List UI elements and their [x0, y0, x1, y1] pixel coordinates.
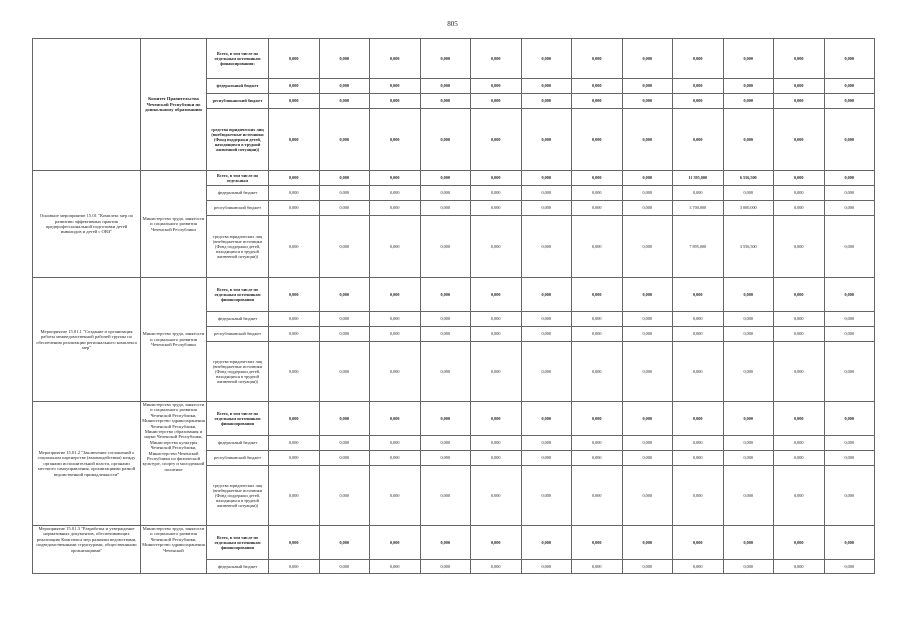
amount-cell: 0,000 — [269, 171, 320, 186]
amount-cell: 0,000 — [420, 436, 471, 451]
amount-cell: 0,000 — [824, 342, 875, 402]
amount-cell: 0,000 — [824, 436, 875, 451]
amount-cell: 0,000 — [622, 201, 673, 216]
amount-cell: 0,000 — [622, 39, 673, 79]
amount-cell: 0,000 — [319, 201, 370, 216]
amount-cell: 0,000 — [319, 278, 370, 312]
amount-cell: 0,000 — [824, 560, 875, 574]
measure-name-cell — [33, 39, 141, 171]
amount-cell: 0,000 — [673, 312, 724, 327]
amount-cell: 0,000 — [622, 79, 673, 94]
amount-cell: 0,000 — [370, 109, 421, 171]
amount-cell: 0,000 — [521, 39, 572, 79]
amount-cell: 0,000 — [723, 451, 774, 466]
amount-cell: 0,000 — [471, 201, 522, 216]
amount-cell: 0,000 — [572, 171, 623, 186]
amount-cell: 0,000 — [673, 79, 724, 94]
amount-cell: 0,000 — [319, 342, 370, 402]
amount-cell: 0,000 — [723, 526, 774, 560]
amount-cell: 0,000 — [774, 94, 825, 109]
amount-cell: 0,000 — [319, 186, 370, 201]
amount-cell: 0,000 — [471, 466, 522, 526]
amount-cell: 0,000 — [723, 436, 774, 451]
funding-source-cell: Всего, в том числе по отдельным источникам финансирования — [207, 526, 269, 560]
amount-cell: 6 556,500 — [723, 171, 774, 186]
funding-source-cell: федеральный бюджет — [207, 312, 269, 327]
amount-cell: 0,000 — [269, 436, 320, 451]
amount-cell: 0,000 — [370, 94, 421, 109]
table-row — [33, 39, 875, 79]
amount-cell: 0,000 — [774, 402, 825, 436]
measure-name-cell: Мероприятие 15.01.2 "Заключение соглашений о социальном партнерстве (взаимодействии) между органами исполнительной власти, органами местного самоуправления, организациями разной ведомственной принадлежности" — [33, 402, 141, 526]
amount-cell: 0,000 — [572, 526, 623, 560]
amount-cell: 0,000 — [723, 402, 774, 436]
amount-cell: 0,000 — [521, 451, 572, 466]
amount-cell: 0,000 — [319, 327, 370, 342]
amount-cell: 0,000 — [521, 327, 572, 342]
amount-cell: 0,000 — [420, 526, 471, 560]
amount-cell: 0,000 — [723, 39, 774, 79]
amount-cell: 0,000 — [723, 109, 774, 171]
amount-cell: 0,000 — [673, 186, 724, 201]
amount-cell: 0,000 — [521, 109, 572, 171]
amount-cell: 0,000 — [420, 94, 471, 109]
amount-cell: 0,000 — [269, 216, 320, 278]
amount-cell: 0,000 — [673, 560, 724, 574]
executor-cell: Министерство труда, занятости и социального развития Чеченской Республики, Министерство здравоохранения Чеченской — [141, 526, 207, 574]
funding-source-cell: республиканский бюджет — [207, 201, 269, 216]
amount-cell: 0,000 — [319, 436, 370, 451]
funding-source-cell: Всего, в том числе по отдельным источникам финансирования: — [207, 39, 269, 79]
amount-cell: 0,000 — [723, 94, 774, 109]
amount-cell: 0,000 — [774, 451, 825, 466]
amount-cell: 0,000 — [622, 171, 673, 186]
amount-cell: 0,000 — [774, 278, 825, 312]
amount-cell: 0,000 — [622, 109, 673, 171]
amount-cell: 0,000 — [521, 201, 572, 216]
table-row — [33, 402, 875, 436]
executor-cell: Министерство труда, занятости и социального развития Чеченской Республики, Министерство здравоохранения Чеченской Республики, Министерство образования и науки Чеченской Республики, Министерство культуры Чеченской Республики, Министерство Чеченской Республики по физической культуре, спорту и молодежной политике — [141, 402, 207, 526]
amount-cell: 0,000 — [370, 436, 421, 451]
amount-cell: 0,000 — [824, 216, 875, 278]
amount-cell: 0,000 — [824, 79, 875, 94]
amount-cell: 0,000 — [269, 466, 320, 526]
amount-cell: 0,000 — [269, 94, 320, 109]
amount-cell: 0,000 — [673, 402, 724, 436]
amount-cell: 0,000 — [319, 171, 370, 186]
amount-cell: 0,000 — [824, 327, 875, 342]
amount-cell: 0,000 — [521, 278, 572, 312]
amount-cell: 0,000 — [572, 201, 623, 216]
amount-cell: 0,000 — [622, 216, 673, 278]
amount-cell: 0,000 — [774, 201, 825, 216]
amount-cell: 0,000 — [319, 216, 370, 278]
amount-cell: 0,000 — [471, 327, 522, 342]
funding-source-cell: Всего, в том числе по отдельным источникам финансирования — [207, 402, 269, 436]
amount-cell: 0,000 — [370, 560, 421, 574]
amount-cell: 0,000 — [572, 560, 623, 574]
amount-cell: 0,000 — [370, 327, 421, 342]
amount-cell: 0,000 — [723, 312, 774, 327]
amount-cell: 0,000 — [521, 79, 572, 94]
amount-cell: 0,000 — [774, 312, 825, 327]
amount-cell: 0,000 — [774, 216, 825, 278]
amount-cell: 0,000 — [572, 216, 623, 278]
amount-cell: 0,000 — [319, 109, 370, 171]
measure-name-cell: Мероприятие 15.01.1 "Создание и организация работы межведомственной рабочей группы по обеспечению реализации регионального комплекса мер" — [33, 278, 141, 402]
amount-cell: 0,000 — [572, 94, 623, 109]
amount-cell: 0,000 — [774, 39, 825, 79]
amount-cell: 0,000 — [319, 402, 370, 436]
amount-cell: 0,000 — [420, 216, 471, 278]
amount-cell: 0,000 — [420, 560, 471, 574]
funding-source-cell: федеральный бюджет — [207, 79, 269, 94]
amount-cell: 0,000 — [521, 186, 572, 201]
amount-cell: 0,000 — [673, 278, 724, 312]
amount-cell: 0,000 — [572, 278, 623, 312]
amount-cell: 0,000 — [319, 94, 370, 109]
amount-cell: 0,000 — [471, 560, 522, 574]
amount-cell: 0,000 — [673, 342, 724, 402]
amount-cell: 0,000 — [673, 109, 724, 171]
amount-cell: 0,000 — [774, 560, 825, 574]
amount-cell: 0,000 — [471, 79, 522, 94]
amount-cell: 0,000 — [370, 171, 421, 186]
amount-cell: 0,000 — [622, 451, 673, 466]
amount-cell: 0,000 — [824, 171, 875, 186]
amount-cell: 0,000 — [319, 39, 370, 79]
amount-cell: 11 595,000 — [673, 171, 724, 186]
amount-cell: 0,000 — [572, 402, 623, 436]
amount-cell: 0,000 — [723, 560, 774, 574]
amount-cell: 0,000 — [824, 109, 875, 171]
amount-cell: 0,000 — [370, 201, 421, 216]
amount-cell: 0,000 — [471, 342, 522, 402]
amount-cell: 0,000 — [370, 526, 421, 560]
amount-cell: 3 000,000 — [723, 201, 774, 216]
amount-cell: 0,000 — [673, 466, 724, 526]
amount-cell: 0,000 — [824, 39, 875, 79]
amount-cell: 0,000 — [269, 327, 320, 342]
amount-cell: 0,000 — [774, 466, 825, 526]
amount-cell: 0,000 — [774, 109, 825, 171]
table-row — [33, 278, 875, 312]
amount-cell: 0,000 — [420, 466, 471, 526]
amount-cell: 0,000 — [269, 201, 320, 216]
executor-cell: Министерство труда, занятости и социального развития Чеченской Республики — [141, 278, 207, 402]
amount-cell: 0,000 — [471, 216, 522, 278]
amount-cell: 0,000 — [471, 402, 522, 436]
amount-cell: 0,000 — [723, 466, 774, 526]
amount-cell: 0,000 — [471, 171, 522, 186]
page-number: 805 — [447, 20, 458, 28]
amount-cell: 0,000 — [269, 526, 320, 560]
amount-cell: 0,000 — [824, 466, 875, 526]
amount-cell: 0,000 — [622, 94, 673, 109]
funding-source-cell: республиканский бюджет — [207, 451, 269, 466]
amount-cell: 0,000 — [774, 327, 825, 342]
amount-cell: 0,000 — [521, 402, 572, 436]
measure-name-cell: Мероприятие 15.01.3 "Разработка и утверждение нормативных документов, обеспечивающих реализацию Комплекса мер разными ведомствами, подведомственными структурами, общественными организациями" — [33, 526, 141, 574]
amount-cell: 7 895,000 — [673, 216, 724, 278]
amount-cell: 0,000 — [572, 342, 623, 402]
amount-cell: 0,000 — [824, 278, 875, 312]
amount-cell: 0,000 — [774, 342, 825, 402]
amount-cell: 0,000 — [572, 466, 623, 526]
amount-cell: 0,000 — [420, 451, 471, 466]
amount-cell: 0,000 — [370, 216, 421, 278]
amount-cell: 0,000 — [420, 342, 471, 402]
amount-cell: 0,000 — [319, 560, 370, 574]
amount-cell: 0,000 — [269, 278, 320, 312]
amount-cell: 0,000 — [471, 526, 522, 560]
amount-cell: 0,000 — [420, 278, 471, 312]
amount-cell: 0,000 — [673, 436, 724, 451]
amount-cell: 0,000 — [622, 342, 673, 402]
funding-source-cell: Всего, в том числе по отдельным — [207, 171, 269, 186]
amount-cell: 0,000 — [269, 109, 320, 171]
amount-cell: 0,000 — [572, 327, 623, 342]
amount-cell: 0,000 — [521, 466, 572, 526]
amount-cell: 0,000 — [370, 402, 421, 436]
amount-cell: 0,000 — [572, 186, 623, 201]
amount-cell: 0,000 — [420, 171, 471, 186]
amount-cell: 3 700,000 — [673, 201, 724, 216]
amount-cell: 0,000 — [774, 526, 825, 560]
amount-cell: 0,000 — [622, 312, 673, 327]
amount-cell: 0,000 — [269, 402, 320, 436]
amount-cell: 0,000 — [723, 342, 774, 402]
amount-cell: 0,000 — [471, 451, 522, 466]
amount-cell: 0,000 — [269, 451, 320, 466]
amount-cell: 0,000 — [269, 560, 320, 574]
amount-cell: 0,000 — [622, 526, 673, 560]
amount-cell: 0,000 — [370, 278, 421, 312]
amount-cell: 0,000 — [420, 186, 471, 201]
amount-cell: 0,000 — [673, 39, 724, 79]
amount-cell: 0,000 — [622, 278, 673, 312]
amount-cell: 0,000 — [572, 79, 623, 94]
funding-source-cell: федеральный бюджет — [207, 436, 269, 451]
amount-cell: 0,000 — [723, 327, 774, 342]
amount-cell: 0,000 — [319, 526, 370, 560]
amount-cell: 0,000 — [824, 526, 875, 560]
amount-cell: 0,000 — [269, 312, 320, 327]
amount-cell: 0,000 — [723, 79, 774, 94]
amount-cell: 0,000 — [572, 436, 623, 451]
funding-source-cell: федеральный бюджет — [207, 186, 269, 201]
amount-cell: 0,000 — [824, 94, 875, 109]
amount-cell: 0,000 — [521, 171, 572, 186]
amount-cell: 0,000 — [774, 186, 825, 201]
funding-source-cell: средства юридических лиц (внебюджетные источники (Фонд поддержки детей, находящихся в трудной жизненной ситуации)) — [207, 109, 269, 171]
amount-cell: 0,000 — [673, 94, 724, 109]
amount-cell: 0,000 — [673, 451, 724, 466]
amount-cell: 0,000 — [774, 171, 825, 186]
table-row — [33, 171, 875, 186]
amount-cell: 0,000 — [471, 39, 522, 79]
measure-name-cell: Основное мероприятие 15.01 "Комплекс мер по развитию эффективных практик предпрофессиональной подготовки детей инвалидов и детей с ОВЗ" — [33, 171, 141, 278]
funding-source-cell: средства юридических лиц (внебюджетные источники (Фонд поддержки детей, находящихся в трудной жизненной ситуации)) — [207, 466, 269, 526]
amount-cell: 0,000 — [774, 79, 825, 94]
amount-cell: 3 556,500 — [723, 216, 774, 278]
amount-cell: 0,000 — [521, 312, 572, 327]
amount-cell: 0,000 — [521, 526, 572, 560]
amount-cell: 0,000 — [572, 109, 623, 171]
table-row — [33, 526, 875, 560]
amount-cell: 0,000 — [420, 312, 471, 327]
amount-cell: 0,000 — [521, 94, 572, 109]
amount-cell: 0,000 — [319, 466, 370, 526]
amount-cell: 0,000 — [471, 278, 522, 312]
amount-cell: 0,000 — [319, 79, 370, 94]
amount-cell: 0,000 — [572, 312, 623, 327]
amount-cell: 0,000 — [622, 327, 673, 342]
amount-cell: 0,000 — [521, 436, 572, 451]
funding-source-cell: средства юридических лиц (внебюджетные источники (Фонд поддержки детей, находящихся в трудной жизненной ситуации)) — [207, 342, 269, 402]
amount-cell: 0,000 — [420, 39, 471, 79]
funding-source-cell: Всего, в том числе по отдельным источникам финансирования — [207, 278, 269, 312]
amount-cell: 0,000 — [420, 201, 471, 216]
amount-cell: 0,000 — [824, 201, 875, 216]
amount-cell: 0,000 — [319, 312, 370, 327]
amount-cell: 0,000 — [824, 312, 875, 327]
amount-cell: 0,000 — [420, 327, 471, 342]
amount-cell: 0,000 — [824, 402, 875, 436]
executor-cell: Комитет Правительства Чеченской Республики по дошкольному образованию — [141, 39, 207, 171]
amount-cell: 0,000 — [370, 79, 421, 94]
amount-cell: 0,000 — [723, 186, 774, 201]
amount-cell: 0,000 — [622, 466, 673, 526]
amount-cell: 0,000 — [774, 436, 825, 451]
amount-cell: 0,000 — [370, 451, 421, 466]
amount-cell: 0,000 — [269, 342, 320, 402]
amount-cell: 0,000 — [471, 312, 522, 327]
amount-cell: 0,000 — [622, 186, 673, 201]
amount-cell: 0,000 — [521, 342, 572, 402]
amount-cell: 0,000 — [370, 312, 421, 327]
amount-cell: 0,000 — [370, 466, 421, 526]
amount-cell: 0,000 — [370, 39, 421, 79]
amount-cell: 0,000 — [420, 79, 471, 94]
amount-cell: 0,000 — [370, 342, 421, 402]
amount-cell: 0,000 — [824, 186, 875, 201]
amount-cell: 0,000 — [521, 560, 572, 574]
amount-cell: 0,000 — [269, 79, 320, 94]
amount-cell: 0,000 — [471, 94, 522, 109]
amount-cell: 0,000 — [572, 39, 623, 79]
amount-cell: 0,000 — [471, 436, 522, 451]
amount-cell: 0,000 — [572, 451, 623, 466]
budget-table — [32, 38, 875, 574]
amount-cell: 0,000 — [420, 109, 471, 171]
amount-cell: 0,000 — [673, 327, 724, 342]
funding-source-cell: республиканский бюджет — [207, 327, 269, 342]
amount-cell: 0,000 — [319, 451, 370, 466]
amount-cell: 0,000 — [471, 186, 522, 201]
amount-cell: 0,000 — [420, 402, 471, 436]
amount-cell: 0,000 — [471, 109, 522, 171]
executor-cell: Министерство труда, занятости и социального развития Чеченской Республики — [141, 171, 207, 278]
amount-cell: 0,000 — [269, 186, 320, 201]
amount-cell: 0,000 — [370, 186, 421, 201]
amount-cell: 0,000 — [673, 526, 724, 560]
funding-source-cell: федеральный бюджет — [207, 560, 269, 574]
funding-source-cell: республиканский бюджет — [207, 94, 269, 109]
amount-cell: 0,000 — [622, 560, 673, 574]
funding-source-cell: средства юридических лиц (внебюджетные источники (Фонд поддержки детей, находящихся в трудной жизненной ситуации)) — [207, 216, 269, 278]
amount-cell: 0,000 — [622, 402, 673, 436]
amount-cell: 0,000 — [521, 216, 572, 278]
amount-cell: 0,000 — [723, 278, 774, 312]
amount-cell: 0,000 — [622, 436, 673, 451]
amount-cell: 0,000 — [269, 39, 320, 79]
amount-cell: 0,000 — [824, 451, 875, 466]
